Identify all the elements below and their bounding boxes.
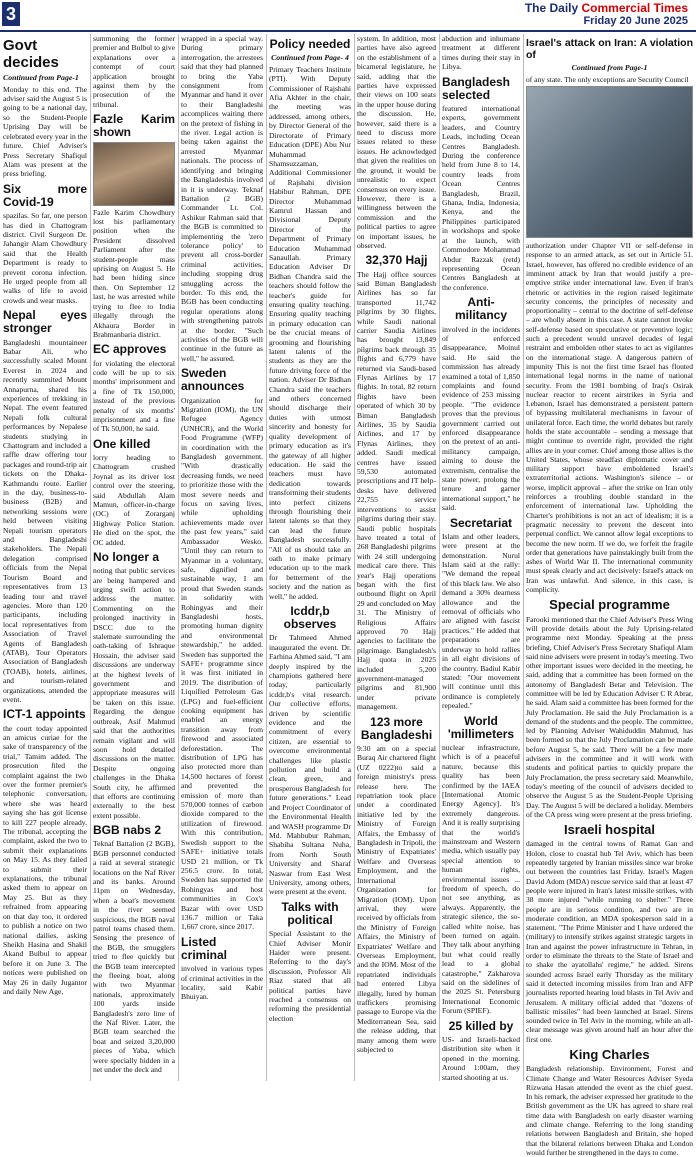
headline-talks: Talks with political [281,899,339,927]
headline-secretariat: Secretariat [449,515,513,530]
headline-no-longer: No longer a [93,550,160,564]
column-rule [523,34,524,1081]
article-text: Dr Tahmeed Ahmed inaugurated the event. Dr. Farhina Ahmed said, "I am deeply inspired by the champions gathered here today, particularly icddr,b's vital research. Our collective efforts, driven by scientific evidence and the commitment of every citizen, are essential to overcome environmental challenges like plastic pollution and build a clean, green, and prosperous Bangladesh for future generations." Lead and Project Coordinator of the Environmental Health and WASH programme Dr Md. Mahbubur Rahman, Shabiha Sultana Nuha, from North South University and Sharaf Naswar from East West University, among others, were present at the event. [269,633,351,897]
headline-king-charles: King Charles [569,1046,650,1062]
article-text: 9:30 am on a special Buraq Air chartered flight (UZ 0222)to said a foreign ministry's press release here. The repatriation took place under a coordinated initiative led by the Ministry of Foreign Affairs, the Embassy of Bangladesh in Tripoli, the Ministry of Expatriates' Welfare and Overseas Employment, and the International Organization for Migration (IOM). Upon arrival, they were received by officials from the Ministry of Foreign Affairs, the Ministry of Expatriates' Welfare and Overseas Employment, and the IOM. Most of the repatriated individuals had entered Libya illegally, lured by human traffickers promising passage to Europe via the Mediterranean Sea, said the release adding, that many among them were subjected to [357,744,436,1054]
column-3 [181,34,263,1083]
article-text: noting that public services are being hampered and urging swift action to address the matter. Commenting on the prolonged inactivity in DSCC due to the stalemate surrounding the oath-taking of Ishraque Hossain, the adviser said discussions are underway at the highest levels of government and appropriate measures will be taken on this issue. Regarding the dengue outbreak, Asif Mahmud said that the authorities remain vigilant and will soon hold detailed discussions on the matter. Despite ongoing challenges in the Dhaka South city, he affirmed that efforts are continuing externally to the best extent possible. [93,566,175,820]
article-text: featured international experts, government leaders, and Country Leads, including Ocean Centres Bangladesh. During the conference held from June 8 to 14, country leads from Ocean Centres Bangladesh, Brazil, Ghana, India, Indonesia, Kenya, and the Philippines participated in workshops and spoke at the launch, with Commodore Mohammad Abdur Razzak (retd) representing Ocean Centres Bangladesh at the conference. [442,104,520,292]
headline-one-killed: One killed [93,436,151,451]
masthead [525,1,688,27]
article-text: Organization for Migration (IOM), the UN Refugee Agency (UNHCR), and the World Food Programme (WFP) in coordination with the Bangladesh government. "With drastically decreasing funds, we need to prioritize those with the most severe needs and focus on saving lives, while upholding achievements made over the past few years," said Ambassador Wesko. "Until they can return to Myanmar in a voluntary, safe, dignified and sustainable way, I am proud that Sweden stands in solidarity with Rohingyas and their Bangladeshi hosts, promoting human dignity and environmental stewardship," he added. Sweden has supported the SAFE+ programme since it was first initiated in 2019. The distribution of Liquified Petroleum Gas (LPG) and fuel-efficient cooking equipment has enabled an energy transition away from firewood and associated deforestation. The distribution of LPG has also protected more than 14,500 hectares of forest and prevented the emission of more than 570,000 tonnes of carbon dioxide compared to the utilization of firewood. With this contribution, Swedish support to the SAFE+ initiative totals USD 21 million, or Tk 256.5 crore. In total, Sweden has supported the Rohingyas and host communities in Cox's Bazar with over USD 136.7 million or Taka 1,667 crore, since 2017. [181,395,263,932]
headline-world-millimeters: World 'millimeters [447,713,515,741]
headline-ict: ICT-1 appoints [3,707,86,722]
headline-bangladesh-selected: Bangladesh selected [442,74,511,102]
article-text: The Hajj office sources said Biman Bangladesh Airlines has so far transported 11,742 pilgrims by 30 flights, while Saudi national carrier Saudia Airlines has brought 13,849 pilgrims back through 35 flights and 6,779 have returned via Saudi-based Flynas Airlines by 17 flights. In total, 82 return flights have been operated of which 30 by Biman Bangladesh Airlines, 35 by Saudia Airlines, and 17 by Flynas Airlines, they added. Saudi medical centres have issued 59,530 automated prescriptions and IT help- desks have delivered 22,755 service interventions to assist pilgrims during their stay. Saudi public hospitals have treated a total of 268 Bangladeshi pilgrims with 24 still undergoing medical care there. This year's Hajj operations began with the first outbound flight on April 29 and concluded on May 31. The Ministry of Religious Affairs approved 70 Hajj agencies to facilitate the pilgrimage. Bangladesh's Hajj quota in 2025 included 5,200 government-managed pilgrims and 81,900 under private management. [357,269,436,712]
headline-fazle-karim: Fazle Karim shown [93,112,175,140]
column-rule [178,34,179,1081]
column-6 [442,34,520,1083]
article-text: damaged in the central towns of Ramat Gan and Holon, close to coastal hub Tel Aviv, which has been repeatedly targeted by Iranian missiles since war broke out between the countries last Friday. Israel's Magen David Adom (MDA) rescue service said that at least 47 people were injured in Iran's latest missile strikes, with 38 more injured "while running to shelter." Three people are in serious condition, and two are in moderate condition, an MDA spokesperson said in a statement. "The Prime Minister and I have ordered the (military) to intensify strikes against strategic targets in Iran and against the power infrastructure in Tehran, in order to eliminate the threats to the State of Israel and to shake the ayatollahs' regime," he added. Sirens sounded across Israel early Thursday as the military said it detected incoming missiles from Iran and AFP journalists reported hearing loud blasts in Tel Aviv and Jerusalem. A military official added that "dozens of ballistic missiles" had been launched at Israel. Sirens sounded twice in Tel Aviv in the morning, while an all-clear message was given around half an hour after the first one. [526,839,693,1044]
column-1 [3,34,87,1083]
headline-covid: Six more Covid-19 [3,181,87,209]
article-text: Teknaf Battalion (2 BGB), BGB personnel conducted a raid at several strategic locations on the Naf River and its banks. Around 11pm on Wednesday, when a boat's movement in the river seemed suspicious, the BGB naval patrol teams chased them. Sensing the presence of the BGB, the smugglers tried to flee quickly but the BGB team intercepted the fleeing boat, along with two Myanmar nationals, approximately 100 yards inside Bangladesh's zero line of the Naf River. Later, the BGB team searched the boat and seized 3,20,000 pieces of Yaba, which were specially hidden in a net under the deck and [93,839,175,1075]
article-text: Fazle Karim Chowdhury lost his parliamentary position when the President dissolved Parliament after the student-people mass uprising on August 5. He had been hiding since then. On September 12 last, he was arrested while trying to flee to India illegally through the Akhaura Border in Brahmanbaria district. [93,207,175,339]
headline-25-killed: 25 killed by [448,1018,514,1033]
headline-govt-decides: Govt decides [3,37,59,71]
article-text: abduction and inhumane treatment at different times during their stay in Libya. [442,34,520,72]
article-text: lorry heading to Chattogram crushed Joynal as its driver lost control over the steering, said Abdullah Alam Mamun, officer-in-charge (OC) of Zorarganj Highway Police Station. He died on the spot, the OC added. [93,452,175,547]
continued-note: Continued from Page-1 [3,73,79,82]
headline-israel-attack: Israel's attack on Iran: A violation of [526,37,693,61]
news-photo [526,86,693,238]
headline-policy-needed: Policy needed [269,37,351,51]
page-number: 3 [2,2,20,26]
headline-sweden: Sweden announces [181,366,245,394]
article-text: Farooki mentioned that the Chief Adviser's Press Wing will provide details about the July Uprising-related programme next Monday. Speaking at the press briefing, Chief Adviser's Press Secretary Shafiqul Alam said nine advisers were present in today's meeting. Two other important issues were decided in the meeting, he said, adding that a committee has been formed on the autonomy of Bangladesh Betar and Television. The committee will be led by Education Adviser C R Abrar, he said. Alam said a committee has been formed for the July Proclamation. He said the July Proclamation is a demand of the students and the people. The committee, led by Planning Adviser Wahiduddin Mahmud, has been formed so that the July Proclamation can be made before August 5, he said. There will be a few more advisers in the committee and it will work with students and political parties to quickly prepare the July Proclamation, the press secretary said. Meanwhile, today's meeting of the council of advisers decided to observe the August 5 as the Student-People Uprising Day. The August 5 will be declared a holiday. Members of the CA press wing were present at the press briefing. [526,614,693,819]
article-text: Bangladesh relationship. Environment, Forest and Climate Change and Water Resources Adviser Syeda Rizwana Hasan attended the event as the chief guest. In his remark, the adviser expressed her gratitude to the British government as the UK has agreed to share real time data with Bangladesh on early disaster warning and climate change. Referring to the long standing relations between Bangladesh and Britain, she hoped that the bilateral relations between Dhaka and London would further be strengthened in the days to come. [526,1064,693,1157]
article-text: US- and Israeli-backed distribution site when it opened in the morning. Around 1:00am, they started shooting at us. [442,1034,520,1082]
column-7 [526,34,694,1157]
article-text: Islam and other leaders, were present at the demonstration. Nurul Islam said at the rally: "We demand the repeal of this black law. We also demand a 30% dearness allowance and the removal of officials who are aligned with fascist practices." He added that preparations are underway to hold rallies in all eight divisions of the country. Badiul Kabir stated: "Our movement will continue until this ordinance is completely repealed." [442,531,520,711]
article-text: involved in various types of criminal activities in the locality, said Kabir Bhuiyan. [181,964,263,1002]
headline-special-programme: Special programme [549,597,670,613]
column-rule [439,34,440,1081]
issue-date: Friday 20 June 2025 [583,15,688,27]
column-rule [354,34,355,1081]
headline-nepal: Nepal eyes stronger [3,308,87,336]
column-5 [357,34,436,1083]
article-text: of any state. The only exceptions are Security Council [526,74,689,84]
headline-icddrb: Icddr,b observes [283,604,337,632]
continued-note: Continued from Page- 4 [271,53,349,63]
column-rule [266,34,267,1081]
headline-ec-approves: EC approves [93,342,167,357]
article-text: nuclear infrastructure, which is of a peaceful nature, because this quality has been confirmed by the IAEA [International Atomic Energy Agency]. It's extremely dangerous. And it is really surprising that the world's mainstream and Western media, which usually pay special attention to human rights, environmental issues ... freedom of speech, do not see anything, as always. Apparently, the strategic silence, the so-called white noise, has been turned on again. They talk about anything but what could really lead to a global catastrophe," Zakharova said on the sidelines of the 2025 St. Petersburg International Economic Forum (SPIEF). [442,742,520,1016]
continued-note: Continued from Page-1 [571,63,648,73]
article-text: Monday to this end. The adviser said the August 5 is going to be a national day, so the Student-People Uprising Day will be celebrated every year in the future. Chief Adviser's Press Secretary Shafiqul Alam was present at the press briefing. [3,84,87,179]
article-text: Special Assistant to the Chief Adviser Monir Haider were present. Referring to the day's discussion, Professor Ali Riaz stated that all political parties have reached a consensus on reforming the presidential election [269,929,351,1023]
article-text: involved in the incidents of enforced disappearance, Moinul said. He said the commission has already examined a total of 1,850 complaints and found evidence of 253 missing people. "The evidence proves that the previous government carried out enforced disappearance on the pretext of an anti-militancy campaign, aiming to douse the extremism, centralise the state power, prolong the tenure and garner international support," he said. [442,324,520,513]
article-text: spazilas. So far, one person has died in Chattogram district. Civil Surgeon Dr. Jahangir Alam Chowdhury said that the Health Department is ready to prevent corona infection. He urged people from all walks of life to avoid crowds and wear masks. [3,211,87,305]
column-2 [93,34,175,1083]
column-4 [269,34,351,1083]
paper-name-part1: The Daily [524,1,582,15]
article-text: Primary Teachers Institute (PTI). With Deputy Commissioner of Rajshahi Afia Akhter in the chair, the meeting was addressed, among others, by Director General of the Directorate of Primary Education (DPE) Abu Nur Muhammad Shamsuzzaman, Additional Commissioner of Rajshahi division Habibur Rahman, DPE Director Muhammad Kamrul Hassan and Divisional Deputy Director of the Department of Primary Education Muhammad Sanaullah. Primary Education Adviser Dr Bidhan Chandra said the teachers should follow the teacher's guide for ensuring quality teaching. Ensuring quality teaching in primary education can be the crucial means of grooming and flourishing latent talents of the students as they are the future driving force of the nation. Adviser Dr Bidhan Chandra said the teachers and others concerned should discharge their duties with utmost sincerity and honesty for quality development of primary education as it's the gateway of all higher education. He said the teachers must have dedication towards transforming their students into perfect citizens through flourishing their latent talents so that they can lead the future Bangladesh successfully. "All of us should take an oath to make primary education up to the mark for betterment of the society and the nation as well," he added. [269,64,351,601]
headline-israeli-hospital: Israeli hospital [563,822,656,838]
article-text: authorization under Chapter VII or self-defense in response to an armed attack, as set out in Article 51. Israel, however, has offered no credible evidence of an imminent attack by Iran that would justify a pre-emptive strike under international law. Even if Iran's rhetoric or activities in the region raised legitimate security concerns, the principles of necessity and proportionality – central to the doctrine of self-defense – are wholly absent in this case. A state cannot invoke self-defense based on speculative or preventive logic; such a precedent would unravel decades of legal restraint and embolden other states to act as vigilantes on the international stage. A dangerous pattern of impunity This is not the first time Israel has flouted international legal norms in the name of national security. From the 1981 bombing of Iraq's Osirak nuclear reactor to recent airstrikes in Syria and Lebanon, Israel has demonstrated a persistent pattern of bypassing multilateral mechanisms in favour of unilateral force. Each time, the world debates but rarely holds the state accountable – sending a message that might continue to override right, provided the right allies are in your corner. Chief among those allies is the United States, whose steadfast diplomatic cover and military support have emboldened Israel's extraterritorial actions. Washington's silence – or worse, implicit approval – after the strike on Iran only reinforces a troubling double standard in the enforcement of international law. Upholding the Charter's prohibitions is not an act of idealism; it is a pragmatic necessity to prevent the descent into perpetual conflict. We cannot allow legal exceptions to become the new norm. If we do, we forfeit the fragile order that generations have painstakingly built from the ashes of World War II. The international community must speak clearly and act decisively: Israel's attack on Iran was unlawful. And silence, in this case, is complicity. [526,241,694,595]
news-photo [93,142,175,206]
headline-bgb-nabs: BGB nabs 2 [93,823,162,838]
headline-hajj: 32,370 Hajj [365,253,428,268]
headline-anti-militancy: Anti-militancy [454,295,508,323]
paper-name-part2: Commercial Times [581,1,688,15]
article-text: wrapped in a special way. During primary interrogation, the arrestees said that they had planned to bring the Yaba consignment from Myanmar and hand it over to their Bangladeshi accomplices waiting there on the pretext of fishing in the river. Legal action is being taken against the arrested Myanmar nationals. The process of identifying and bringing the Bangladeshis involved in it is underway. Teknaf Battalion (2 BGB) Commander Lt. Col. Ashikur Rahman said that the BGB is committed to implementing the 'zero tolerance policy' to prevent all cross-border criminal activities, including stopping drug smuggling across the border. To this end, the BGB has been conducting regular operations along with strengthening patrols at the border. "Such activities of the BGB will continue in the future as well," he assured. [181,34,263,363]
paper-name [525,1,688,15]
article-text: system. In addition, most parties have also agreed on the establishment of a bicameral legislature, he said, adding that the parties have expressed their views on 100 seats in the upper house during the discussion. He, however, said there is a need to discuss more issues related to these issues. He acknowledged that given the realities on the ground, it would be unrealistic to expect consensus on every issue. However, there is a willingness between the commission and the political parties to agree on important issues, he observed. [357,34,436,250]
page-header [0,0,696,32]
headline-123-bangladeshi: 123 more Bangladeshi [360,714,433,742]
headline-listed-criminal: Listed criminal [181,934,228,962]
article-text: for violating the electoral code will be up to six months' imprisonment and a fine of Tk 150,000, instead of the previous penalty of six months' imprisonment and a fine of Tk 50,000, he said. [93,358,175,434]
column-rule [90,34,91,1081]
article-text: summoning the former premier and Bulbul to give explanations over a contempt of court application brought against them by the prosecution of the tribunal. [93,34,175,109]
article-text: Bangladeshi mountaineer Babar Ali, who successfully scaled Mount Everest in 2024 and recently summited Mount Annapurna, shared his experiences of trekking in Nepal. The event featured Nepali folk cultural performances by Nepalese students studying in Chattogram and included a raffle draw offering tour packages and round-trip air tickets on the Dhaka-Kathmandu route. Earlier in the day, business-to-business (B2B) and networking sessions were held between visiting Nepali tourism operators and Bangladeshi stakeholders. The Nepali delegation comprised officials from the Nepal Tourism Board and representatives from 13 leading tour and travel agencies. More than 120 participants, including local representatives from Association of Travel Agents of Bangladesh (ATAB), Tour Operators Association of Bangladesh (TOAB), hotels, airlines, and tourism-related organizations, attended the event. [3,337,87,704]
article-text: the court today appointed an amicus curiae for the sake of transparency of the trial," Tamim added. The prosecution filed the complaint against the two over the former premier's telephonic conversation, where she was heard saying she has got license to kill 227 people already. The tribunal, accepting the complaint, asked the two to submit their explanations on May 15. As they failed to submit their explanations, the tribunal asked them to appear on May 25. But as they refrained from appearing on that day too, it ordered to publish a notice on two national dailies, asking Sheikh Hasina and Shakil Akand Bulbul to appear before it on June 3. The notices were published on May 26 in daily Jugantor and daily New Age, [3,723,87,996]
